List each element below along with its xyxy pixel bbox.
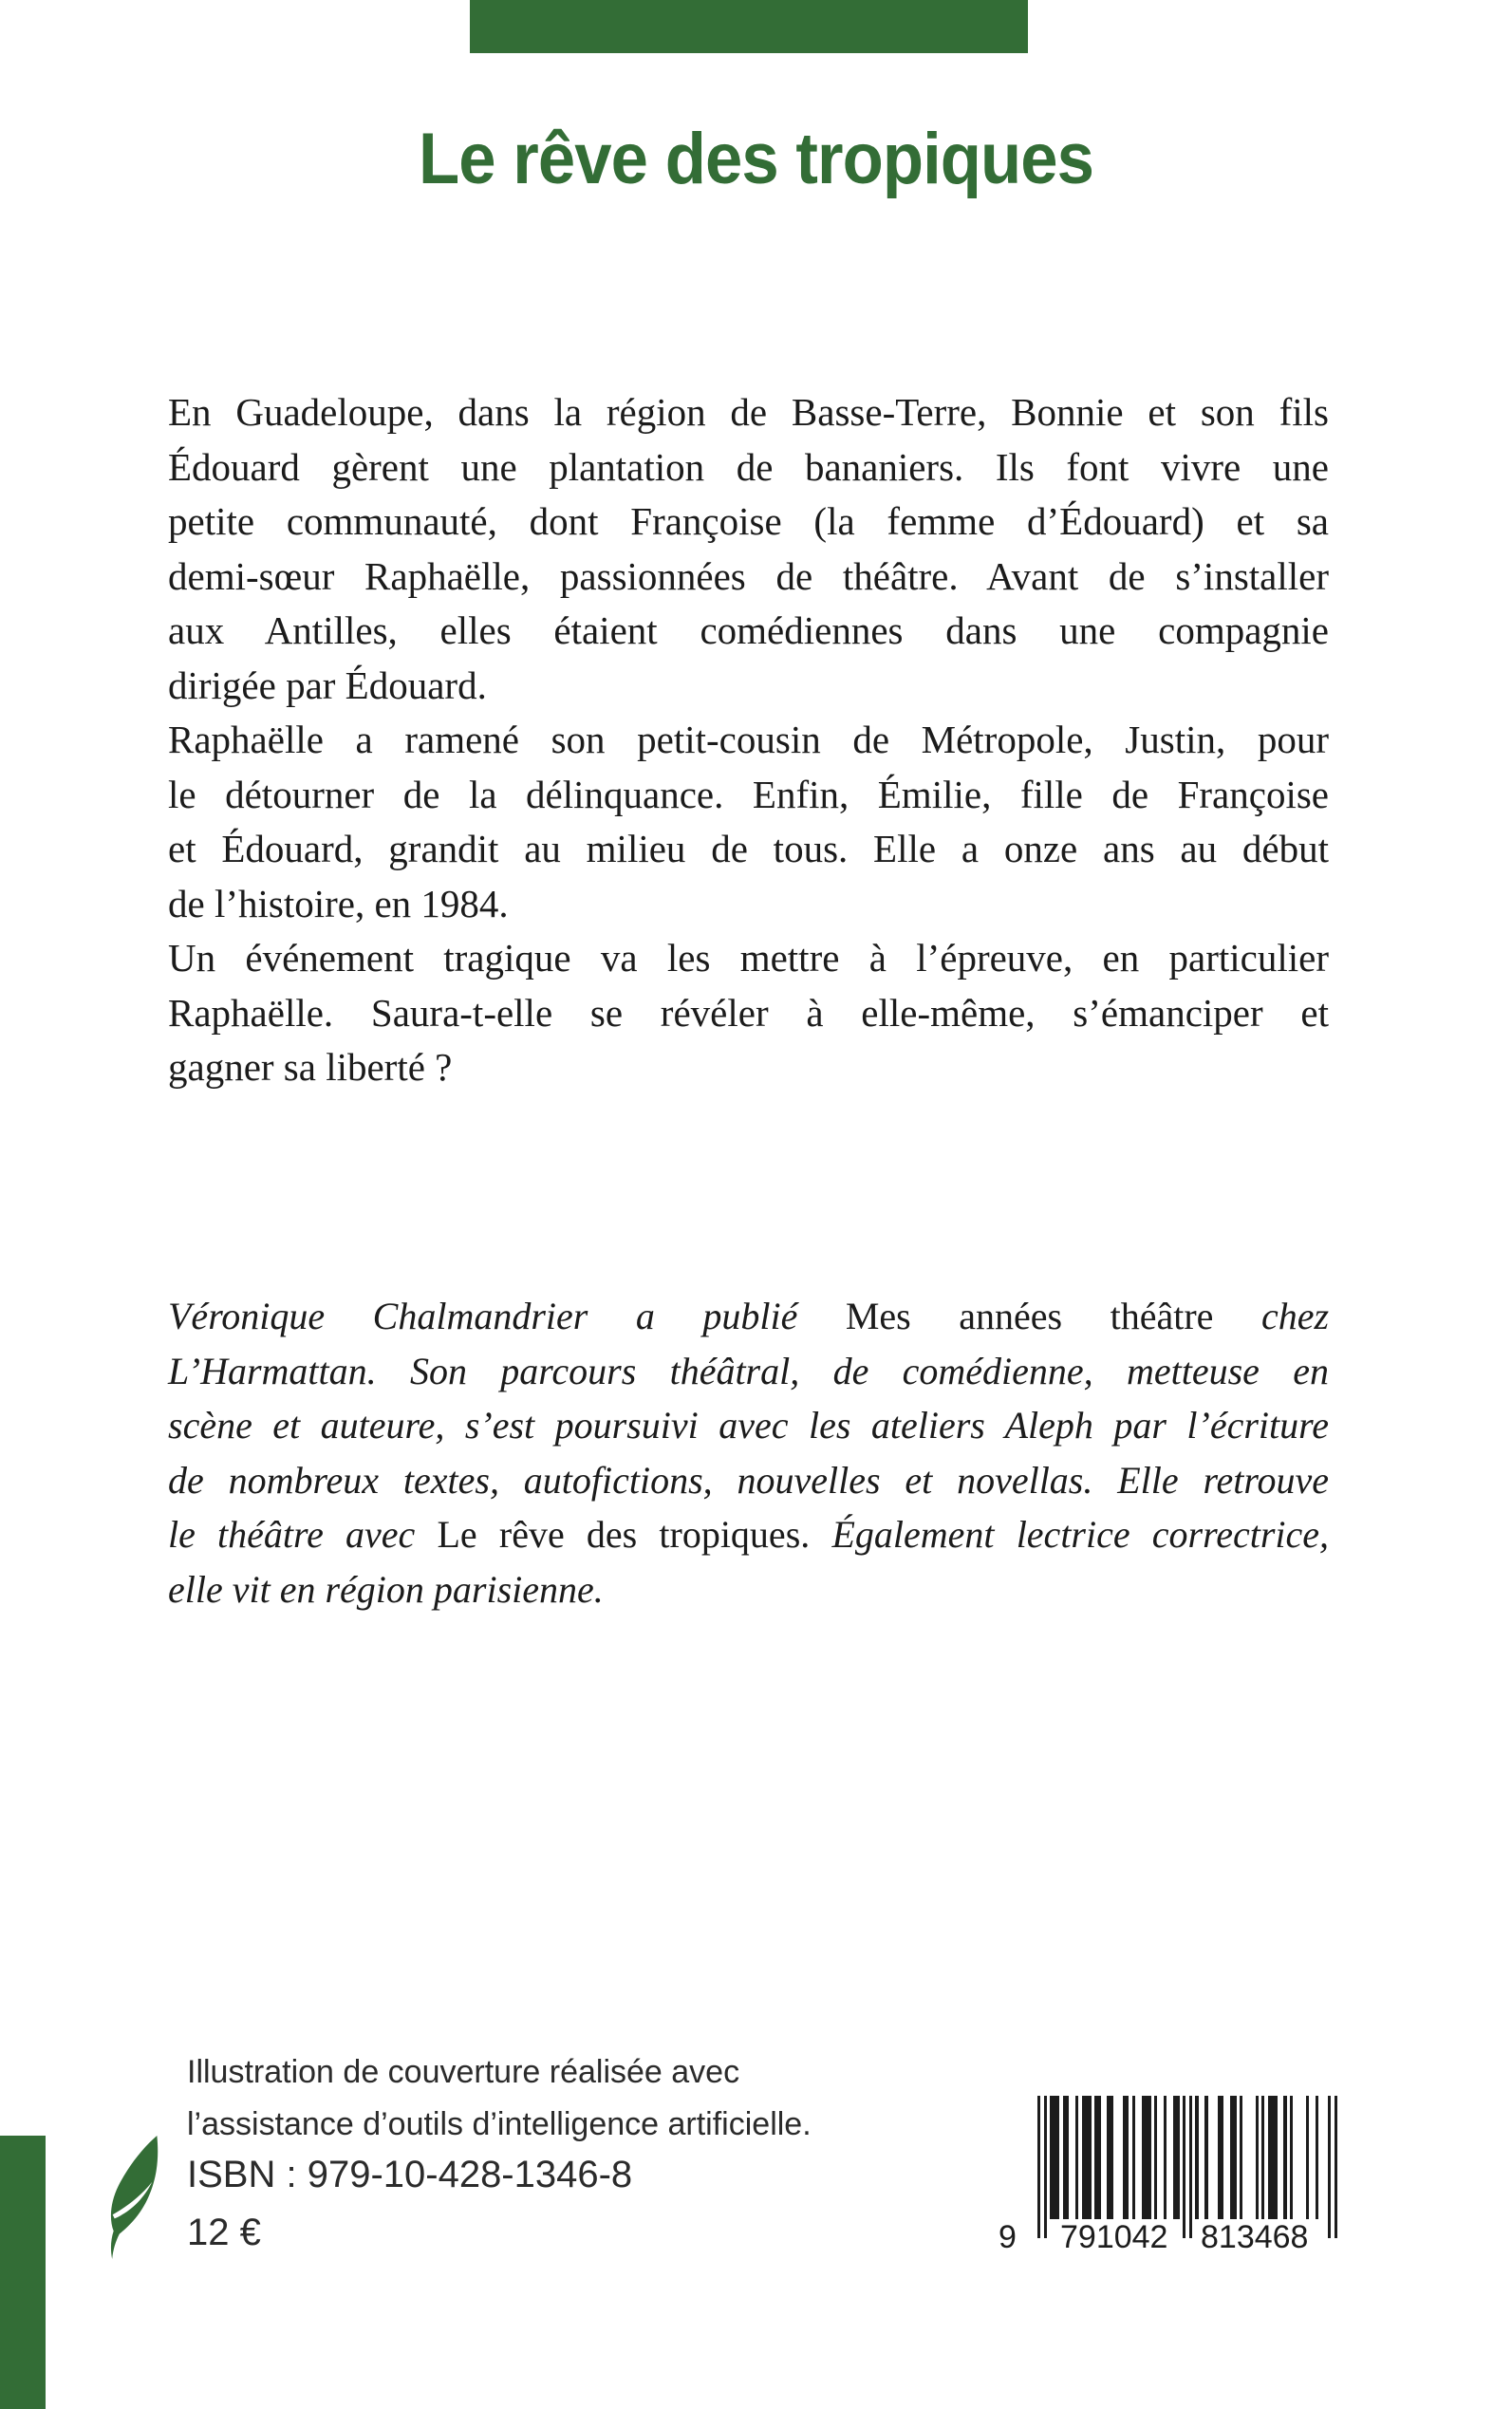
barcode-bar [1290, 2096, 1293, 2219]
barcode-bar [1268, 2096, 1278, 2219]
synopsis-line: petite communauté, dont Françoise (la femme d’Édouard) et sa [168, 499, 1329, 543]
barcode-bar [1075, 2096, 1078, 2219]
synopsis-line: Raphaëlle. Saura-t-elle se révéler à elle-même, s’émanciper et [168, 990, 1329, 1035]
barcode-first-digit: 9 [999, 2219, 1017, 2255]
bio-text: scène et auteure, s’est poursuivi avec les ateliers Aleph par l’écriture [168, 1404, 1329, 1447]
barcode [999, 2096, 1337, 2262]
barcode-bar [1050, 2096, 1059, 2219]
barcode-bar [1094, 2096, 1101, 2219]
barcode-bar [1107, 2096, 1113, 2219]
bio-text: de nombreux textes, autofictions, nouvelles et novellas. Elle retrouve [168, 1458, 1329, 1502]
barcode-bar [1316, 2096, 1318, 2219]
barcode-bar [1306, 2096, 1309, 2219]
bio-text: elle vit en région parisienne. [168, 1567, 604, 1611]
synopsis-line: et Édouard, grandit au milieu de tous. Elle a onze ans au début [168, 827, 1329, 870]
synopsis-line: demi-sœur Raphaëlle, passionnées de théâtre. Avant de s’installer [168, 553, 1329, 598]
synopsis-line: Édouard gèrent une plantation de bananiers. Ils font vivre une [168, 444, 1329, 489]
barcode-bar [1328, 2096, 1331, 2238]
bio-line [168, 1562, 1329, 1617]
book-title: Le rêve des tropiques [418, 119, 1094, 199]
feather-icon [103, 2134, 165, 2261]
top-accent-bar [470, 0, 1028, 53]
synopsis [168, 385, 1329, 1095]
barcode-bar [1261, 2096, 1264, 2219]
barcode-left-group: 791042 [1060, 2219, 1168, 2255]
barcode-bar [1164, 2096, 1167, 2219]
barcode-bar [1240, 2096, 1242, 2219]
bio-line [168, 1289, 1329, 1344]
bio-text: chez [1260, 1295, 1330, 1337]
bio-text: L’Harmattan. Son parcours théâtral, de comédienne, metteuse en [168, 1349, 1329, 1392]
bio-line [168, 1507, 1329, 1562]
synopsis-line: gagner sa liberté ? [168, 1045, 453, 1089]
barcode-bar [1195, 2096, 1198, 2219]
bio-line [168, 1344, 1329, 1399]
barcode-bar [1132, 2096, 1135, 2219]
synopsis-paragraph [168, 931, 1329, 1095]
barcode-bar [1218, 2096, 1224, 2219]
synopsis-line: de l’histoire, en 1984. [168, 881, 509, 925]
barcode-bar [1123, 2096, 1129, 2219]
barcode-bar [1256, 2096, 1259, 2219]
barcode-bar [1082, 2096, 1092, 2219]
synopsis-paragraph [168, 385, 1329, 713]
book-title-mention: Le rêve des tropiques. [437, 1513, 832, 1556]
barcode-bar [1183, 2096, 1185, 2238]
cover-credit [187, 2046, 851, 2151]
synopsis-line: Un événement tragique va les mettre à l’épreuve, en particulier [168, 936, 1329, 980]
barcode-bar [1142, 2096, 1151, 2219]
barcode-bar [1154, 2096, 1157, 2219]
synopsis-line: dirigée par Édouard. [168, 663, 487, 707]
barcode-bar [1230, 2096, 1237, 2219]
synopsis-line: Raphaëlle a ramené son petit-cousin de Métropole, Justin, pour [168, 718, 1329, 761]
barcode-bar [1283, 2096, 1286, 2219]
barcode-bar [1189, 2096, 1192, 2238]
barcode-bar [1044, 2096, 1047, 2238]
isbn-text: ISBN : 979-10-428-1346-8 [187, 2154, 633, 2195]
barcode-bar [1063, 2096, 1070, 2219]
synopsis-line: le détourner de la délinquance. Enfin, Émilie, fille de Françoise [168, 772, 1329, 816]
price-text: 12 € [187, 2212, 261, 2253]
spine-accent-strip [0, 2136, 46, 2409]
bio-line [168, 1453, 1329, 1508]
barcode-bars [1037, 2096, 1337, 2238]
bio-line [168, 1398, 1329, 1453]
synopsis-paragraph [168, 713, 1329, 931]
barcode-bar [1037, 2096, 1040, 2238]
barcode-bar [1204, 2096, 1207, 2219]
credit-line-1: Illustration de couverture réalisée avec [187, 2054, 740, 2090]
barcode-right-group: 813468 [1201, 2219, 1309, 2255]
synopsis-line: En Guadeloupe, dans la région de Basse-Terre, Bonnie et son fils [168, 390, 1329, 434]
book-title-mention: Mes années théâtre [845, 1295, 1261, 1337]
barcode-bar [1335, 2096, 1337, 2238]
synopsis-line: aux Antilles, elles étaient comédiennes dans une compagnie [168, 608, 1329, 652]
author-bio [168, 1289, 1329, 1616]
bio-text: Également lectrice correctrice, [831, 1513, 1330, 1556]
credit-line-2: l’assistance d’outils d’intelligence artificielle. [187, 2106, 812, 2142]
bio-text: le théâtre avec [168, 1513, 438, 1556]
bio-text: Véronique Chalmandrier a publié [168, 1295, 846, 1337]
barcode-bar [1173, 2096, 1180, 2219]
